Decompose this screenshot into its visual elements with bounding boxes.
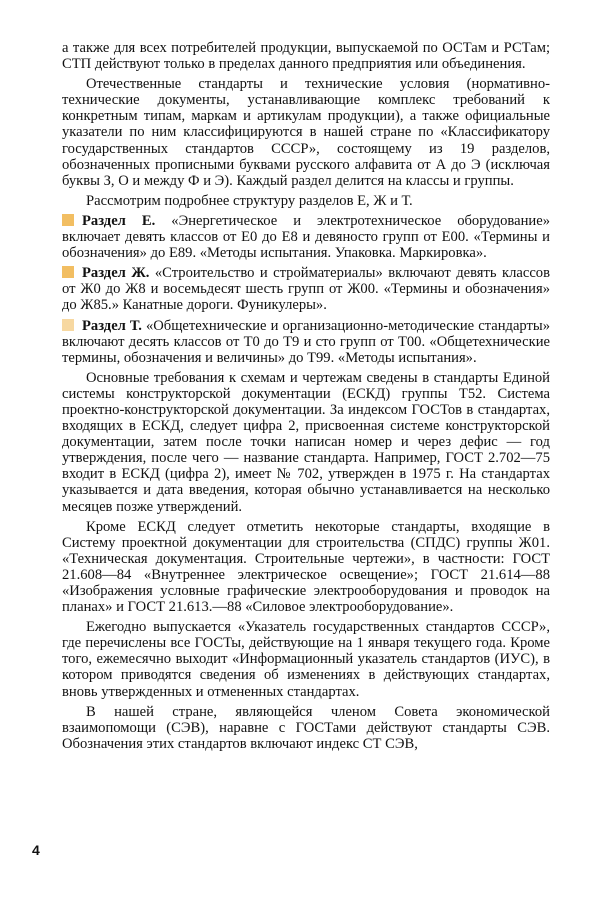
section-text: «Общетехнические и организационно-методические стандарты» включают десять классов от Т0 до Т9 и сто групп от Т00. «Общетехнические термины, обозначения и величины» до Т99. «Методы испытания». [62,317,551,366]
section-label: Раздел Ж. [82,265,150,282]
section-label: Раздел Е. [82,212,156,229]
paragraph-consumers: а также для всех потребителей продукции, выпускаемой по ОСТам и РСТам; СТП действуют только в пределах данного предприятия или объединения. [62,40,550,73]
section-text: «Энергетическое и электротехническое оборудование» включает девять классов от Е0 до Е8 и девяносто групп от Е00. «Термины и обозначения» до Е89. «Методы испытания. Упаковка. Маркировка». [62,212,551,262]
paragraph-index: Ежегодно выпускается «Указатель государственных стандартов СССР», где перечислены все ГОСТы, действующие на 1 января текущего года. Кроме того, ежемесячно выходит «Информационный указатель стандартов (ИУС), в котором приводятся сведения об изменениях в действующих стандартах, вновь утвержденных и отмененных стандартах. [62,619,550,700]
section-zh [62,265,550,313]
section-e [62,213,550,261]
page-number: 4 [32,842,40,858]
paragraph-eskd: Основные требования к схемам и чертежам сведены в стандарты Единой системы конструкторской документации (ЕСКД) группы Т52. Система проектно-конструкторской документации. За индексом ГОСТов в стандартах, входящих в ЕСКД, следует цифра 2, присвоенная системе конструкторской документации, затем после точки написан номер и через дефис — год утверждения, после чего — название стандарта. Например, ГОСТ 2.702—75 входит в ЕСКД (цифра 2), имеет № 702, утвержден в 1975 г. На стандартах указывается и дата введения, которая обычно устанавливается на несколько месяцев позже утверждений. [62,369,550,515]
paragraph-classification: Отечественные стандарты и технические условия (нормативно-технические документы, устанавливающие комплекс требований к конкретным типам, маркам и артикулам продукции), а также официальные указатели по ним классифицируются в нашей стране по «Классификатору государственных стандартов СССР», состоящему из 19 разделов, обозначенных прописными буквами русского алфавита от А до Э (исключая буквы З, О и между Ф и Э). Каждый раздел делится на классы и группы. [62,76,550,189]
paragraph-sev: В нашей стране, являющейся членом Совета экономической взаимопомощи (СЭВ), наравне с ГОСТами действуют стандарты СЭВ. Обозначения этих стандартов включают индекс СТ СЭВ, [62,703,550,752]
paragraph-spds: Кроме ЕСКД следует отметить некоторые стандарты, входящие в Систему проектной документации для строительства (СПДС) группы Ж01. «Техническая документация. Строительные чертежи», в частности: ГОСТ 21.608—84 «Внутреннее электрическое освещение»; ГОСТ 21.614—88 «Изображения условные графические электрооборудования и проводок на планах» и ГОСТ 21.613.—88 «Силовое электрооборудование». [62,518,550,616]
section-text: «Строительство и стройматериалы» включают девять классов от Ж0 до Ж8 и восемьдесят шесть групп от Ж00. «Термины и обозначения» до Ж85.» Канатные дороги. Фуникулеры». [62,265,550,314]
bookmark-marker-icon [62,214,74,226]
paragraph-structure-intro: Рассмотрим подробнее структуру разделов Е, Ж и Т. [86,192,413,209]
section-t [62,318,550,366]
bookmark-marker-icon [62,266,74,278]
bookmark-marker-icon [62,319,74,331]
section-label: Раздел Т. [82,317,142,334]
document-page [62,40,550,756]
